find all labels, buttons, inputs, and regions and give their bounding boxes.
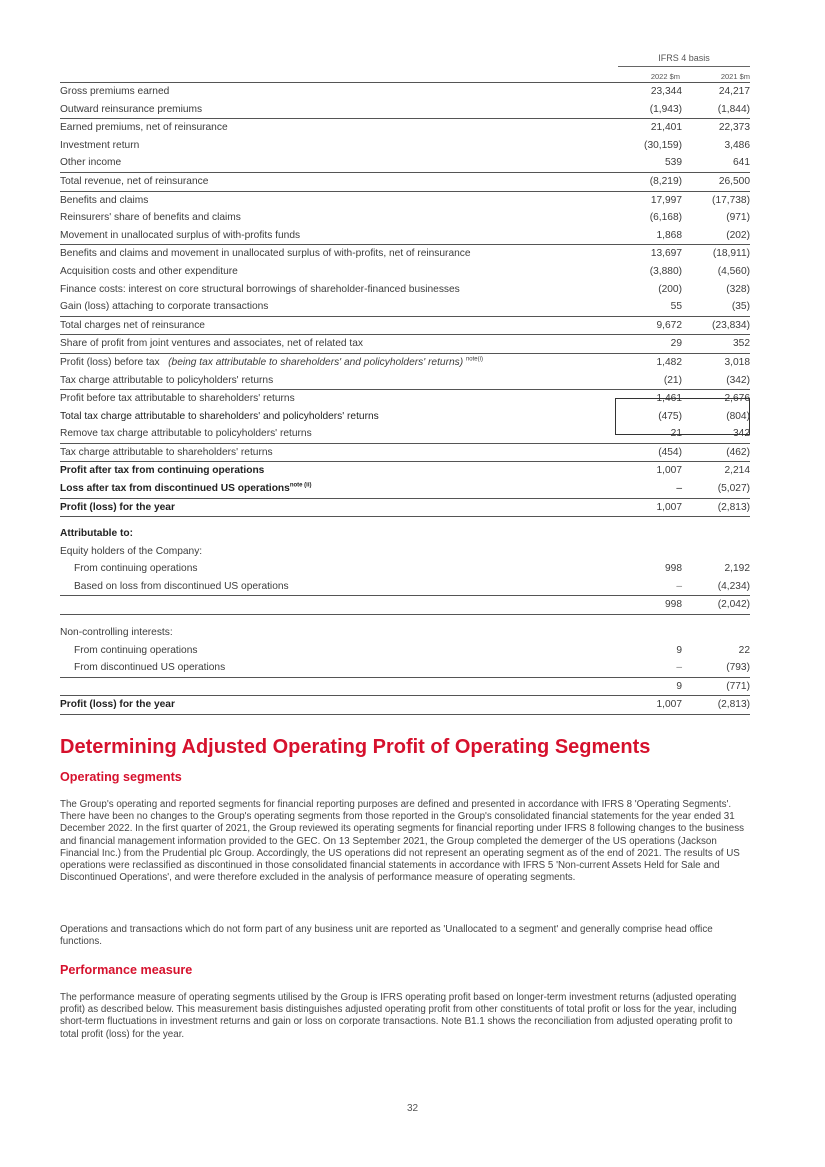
table-row: From continuing operations 998 2,192 bbox=[74, 563, 750, 575]
basis-header: IFRS 4 basis bbox=[658, 53, 710, 63]
nci-total-row: 9 (771) bbox=[60, 677, 750, 696]
attributable-section bbox=[60, 525, 750, 614]
paragraph-operating-segments: The Group's operating and reported segments for financial reporting purposes are defined and presented in accordance with IFRS 8 'Operating Segments'. There have been no changes to the Group's operating segments from those reported in the Group's consolidated financial statements for the year ended 31 December 2022. In the first quarter of 2021, the Group reviewed its operating segments for financial reporting under IFRS 8 following changes to the business and financial management information provided to the GEC. On 13 September 2021, the Group completed the demerger of the US operations (Jackson Financial Inc.) from the Prudential plc Group. Accordingly, the US operations did not represent an operating segment as of the end of 2021. The results of US operations were reclassified as discontinued in those consolidated financial statements in accordance with IFRS 5 'Non-current Assets Held for Sale and Discontinued Operations', and were therefore excluded in the analysis of performance measure of operating segments. bbox=[60, 799, 744, 884]
basis-header-rule bbox=[618, 66, 750, 67]
table-row: Total revenue, net of reinsurance (8,219) 26,500 bbox=[60, 172, 750, 191]
table-row: From continuing operations 9 22 bbox=[74, 644, 750, 656]
table-row: Gross premiums earned 23,344 24,217 bbox=[60, 83, 750, 101]
income-statement-table bbox=[60, 82, 750, 517]
table-row: Total tax charge attributable to shareholders' and policyholders' returns (475) (804) bbox=[60, 410, 750, 422]
table-row: Gain (loss) attaching to corporate transactions 55 (35) bbox=[60, 301, 750, 313]
table-row: Other income 539 641 bbox=[60, 157, 750, 169]
table-row: Outward reinsurance premiums (1,943) (1,844) bbox=[60, 103, 750, 115]
table-row: Profit (loss) before tax (being tax attributable to shareholders' and policyholders' returns) $^{note(i)}$ 1,482 3,018 bbox=[60, 353, 750, 371]
table-row: Benefits and claims and movement in unallocated surplus of with-profits, net of reinsurance 13,697 (18,911) bbox=[60, 245, 750, 263]
table-row: Movement in unallocated surplus of with-profits funds 1,868 (202) bbox=[60, 229, 750, 241]
table-row: Loss after tax from discontinued US operations$^{note (ii)}$ – (5,027) bbox=[60, 482, 750, 495]
subheading-operating-segments: Operating segments bbox=[60, 770, 182, 784]
table-row: Tax charge attributable to policyholders' returns (21) (342) bbox=[60, 374, 750, 386]
table-row: Acquisition costs and other expenditure (3,880) (4,560) bbox=[60, 265, 750, 277]
row-label: Loss after tax from discontinued US operations bbox=[60, 483, 290, 495]
equity-heading: Equity holders of the Company: bbox=[60, 545, 203, 557]
row-label: Profit (loss) before tax bbox=[60, 356, 160, 368]
table-row: Tax charge attributable to shareholders' returns (454) (462) bbox=[60, 443, 750, 462]
table-row: Based on loss from discontinued US operations – (4,234) bbox=[74, 580, 750, 592]
equity-total-row: 998 (2,042) bbox=[60, 595, 750, 614]
subheading-performance-measure: Performance measure bbox=[60, 963, 193, 977]
table-row: Share of profit from joint ventures and associates, net of related tax 29 352 bbox=[60, 335, 750, 354]
table-row: Finance costs: interest on core structural borrowings of shareholder-financed businesses (200) (328) bbox=[60, 283, 750, 295]
table-row: From discontinued US operations – (793) bbox=[74, 662, 750, 674]
column-header-2021: 2021 $m bbox=[720, 72, 750, 81]
equity-total-rule bbox=[60, 614, 750, 615]
table-row: Investment return (30,159) 3,486 bbox=[60, 139, 750, 151]
footnote-marker: note (ii) bbox=[289, 482, 312, 489]
table-row: Profit (loss) for the year 1,007 (2,813) bbox=[60, 498, 750, 517]
nci-heading: Non-controlling interests: bbox=[60, 627, 173, 638]
table-row: Profit after tax from continuing operations 1,007 2,214 bbox=[60, 462, 750, 480]
table-row: Benefits and claims 17,997 (17,738) bbox=[60, 191, 750, 209]
table-row: Profit before tax attributable to shareholders' returns 1,461 2,676 bbox=[60, 390, 750, 408]
attributable-heading: Attributable to: bbox=[60, 528, 133, 539]
table-row: Total charges net of reinsurance 9,672 (23,834) bbox=[60, 316, 750, 335]
footnote-marker: note(i) bbox=[465, 356, 483, 363]
page-number: 32 bbox=[406, 1103, 419, 1114]
table-row: Earned premiums, net of reinsurance 21,401 22,373 bbox=[60, 119, 750, 137]
row-label-italic: (being tax attributable to shareholders' and policyholders' returns) bbox=[168, 356, 464, 368]
final-profit-row: Profit (loss) for the year 1,007 (2,813) bbox=[60, 695, 750, 715]
table-row: Reinsurers' share of benefits and claims (6,168) (971) bbox=[60, 212, 750, 224]
column-header-2022: 2022 $m bbox=[650, 72, 680, 81]
nci-section bbox=[60, 624, 750, 715]
section-title: Determining Adjusted Operating Profit of Operating Segments bbox=[60, 736, 651, 758]
table-row: Remove tax charge attributable to policyholders' returns 21 342 bbox=[60, 428, 750, 440]
paragraph-unallocated: Operations and transactions which do not form part of any business unit are reported as 'Unallocated to a segment' and generally comprise head office functions. bbox=[60, 924, 713, 948]
paragraph-performance-measure: The performance measure of operating segments utilised by the Group is IFRS operating profit based on longer-term investment returns (adjusted operating profit) as described below. This measurement basis distinguishes adjusted operating profit from other constituents of total profit or loss for the year, including short-term fluctuations in investment returns and gain or loss on corporate transactions. Note B1.1 shows the reconciliation from adjusted operating profit to total profit (loss) for the year. bbox=[60, 992, 737, 1040]
